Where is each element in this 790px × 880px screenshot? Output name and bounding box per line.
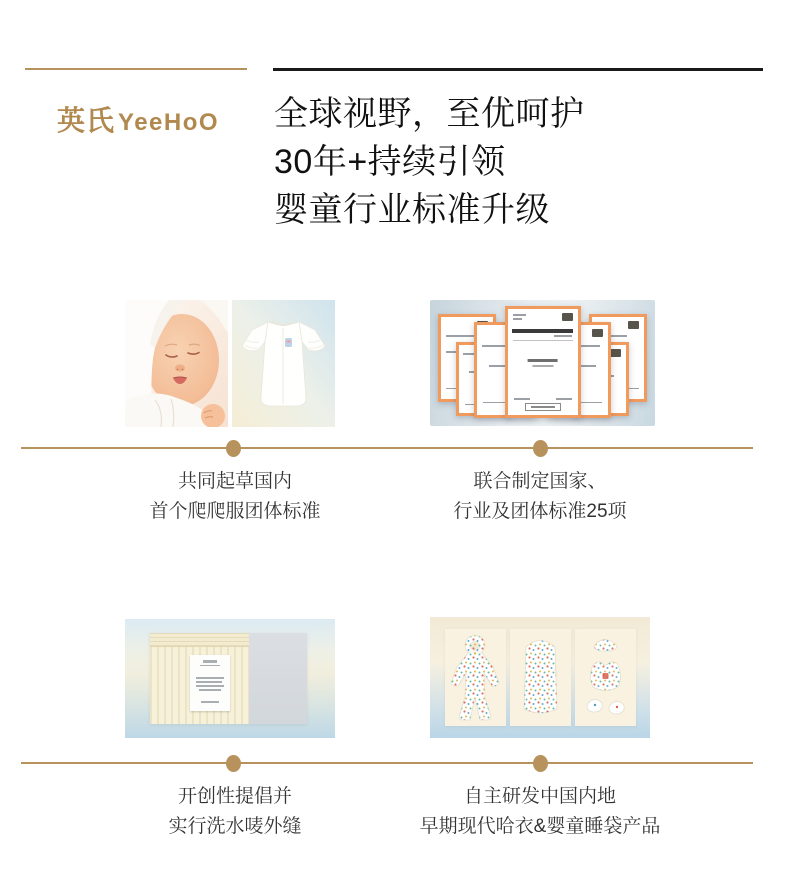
baby-photo-image bbox=[125, 300, 228, 427]
hat-bib-booties-panel bbox=[575, 629, 636, 726]
title-line-1: 全球视野，至优呵护 bbox=[274, 95, 585, 133]
timeline-line bbox=[21, 447, 753, 449]
logo-english-text: YeeHoO bbox=[118, 109, 220, 136]
milestone-caption bbox=[380, 467, 700, 527]
main-certificate-document bbox=[505, 306, 581, 418]
milestone-caption bbox=[75, 467, 395, 527]
milestone-caption bbox=[75, 782, 395, 842]
fabric-waistband bbox=[150, 633, 249, 647]
hooded-romper-panel bbox=[445, 629, 506, 726]
caption-line: 实行洗水唛外缝 bbox=[168, 816, 302, 837]
certificate-seal-icon bbox=[562, 313, 573, 321]
knit-fabric bbox=[150, 633, 249, 724]
title-line-2: 30年+持续引领 bbox=[274, 143, 506, 181]
sleeping-baby-illustration bbox=[125, 300, 228, 427]
plain-panel bbox=[249, 633, 307, 724]
caption-line: 自主研发中国内地 bbox=[463, 786, 616, 807]
certificate-seal-icon bbox=[592, 329, 603, 337]
timeline-line bbox=[21, 762, 753, 764]
sleeping-bag-illustration bbox=[510, 629, 571, 726]
caption-line: 联合制定国家、 bbox=[473, 471, 607, 492]
yeehoo-logo bbox=[57, 99, 219, 139]
fabric-closeup-photo bbox=[150, 633, 307, 724]
certificate-seal-icon bbox=[628, 321, 639, 329]
title-line-3: 婴童行业标准升级 bbox=[274, 191, 550, 229]
logo-chinese-text: 英氏 bbox=[57, 105, 116, 136]
white-romper-illustration bbox=[232, 300, 335, 427]
crawl-suit-photo-image bbox=[232, 300, 335, 427]
standards-certificates-image bbox=[430, 300, 655, 426]
black-heading-rule bbox=[273, 68, 763, 71]
gold-divider-rule bbox=[25, 68, 247, 70]
caption-line: 共同起草国内 bbox=[177, 471, 292, 492]
caption-line: 首个爬爬服团体标准 bbox=[149, 501, 321, 522]
sleeping-bag-panel bbox=[510, 629, 571, 726]
caption-line: 开创性提倡并 bbox=[177, 786, 292, 807]
section-title bbox=[274, 90, 774, 234]
certificate-seal-icon bbox=[610, 349, 621, 357]
hat-bib-booties-illustration bbox=[575, 629, 636, 726]
baby-clothes-set-image bbox=[430, 617, 650, 738]
milestone-caption bbox=[380, 782, 700, 842]
timeline-node-dot bbox=[226, 440, 241, 457]
wash-label-fabric-image bbox=[125, 619, 335, 738]
wash-care-label bbox=[190, 655, 230, 711]
timeline-node-dot bbox=[533, 440, 548, 457]
caption-line: 行业及团体标准25项 bbox=[453, 501, 627, 522]
timeline-node-dot bbox=[533, 755, 548, 772]
caption-line: 早期现代哈衣&婴童睡袋产品 bbox=[419, 816, 661, 837]
timeline-node-dot bbox=[226, 755, 241, 772]
hooded-romper-illustration bbox=[445, 629, 506, 726]
